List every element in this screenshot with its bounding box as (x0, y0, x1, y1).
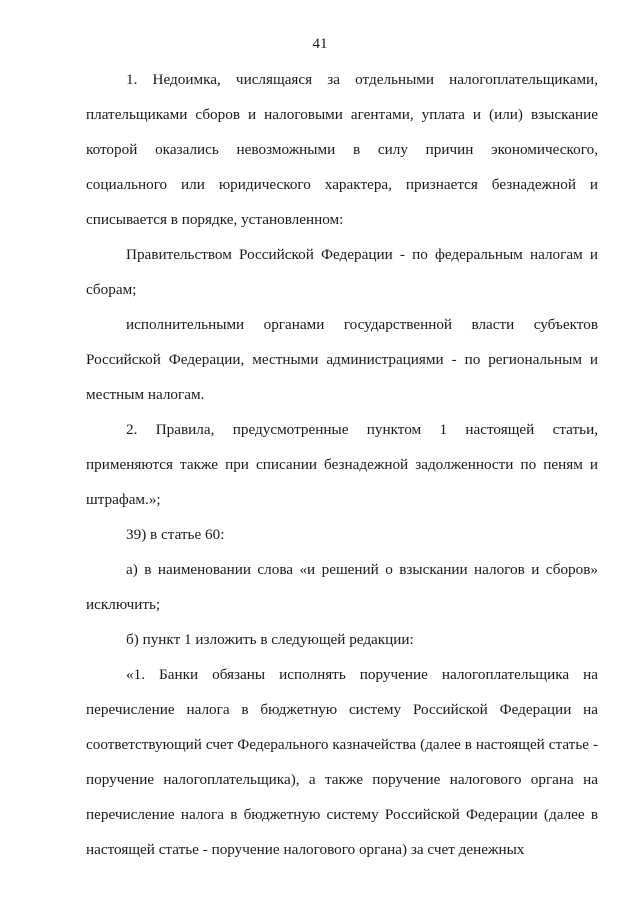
paragraph-government-federal: Правительством Российской Федерации - по федеральным налогам и сборам; (86, 246, 598, 298)
paragraph-subitem-b: б) пункт 1 изложить в следующей редакции: (126, 631, 414, 648)
page-number: 41 (312, 36, 328, 52)
paragraph-banks-obliged: «1. Банки обязаны исполнять поручение налогоплательщика на перечисление налога в бюджетную систему Российской Федерации на соответствующий счет Федерального казначейства (далее в настоящей статье - поручение налогоплательщика), а также поручение налогового органа на перечисление налога в бюджетную систему Российской Федерации (далее в настоящей статье - поручение налогового органа) за счет денежных (86, 666, 598, 858)
paragraph-regional-local: исполнительными органами государственной власти субъектов Российской Федерации, местными администрациями - по региональным и местным налогам. (86, 316, 598, 403)
document-body (86, 62, 598, 867)
paragraph-item-2-rules: 2. Правила, предусмотренные пунктом 1 настоящей статьи, применяются также при списании безнадежной задолженности по пеням и штрафам.»; (86, 421, 598, 508)
paragraph-item-1-write-off: 1. Недоимка, числящаяся за отдельными налогоплательщиками, плательщиками сборов и налоговыми агентами, уплата и (или) взыскание которой оказались невозможными в силу причин экономического, социального или юридического характера, признается безнадежной и списывается в порядке, установленном: (86, 71, 598, 228)
paragraph-subitem-a: а) в наименовании слова «и решений о взыскании налогов и сборов» исключить; (86, 561, 598, 613)
paragraph-article-60: 39) в статье 60: (126, 526, 225, 543)
